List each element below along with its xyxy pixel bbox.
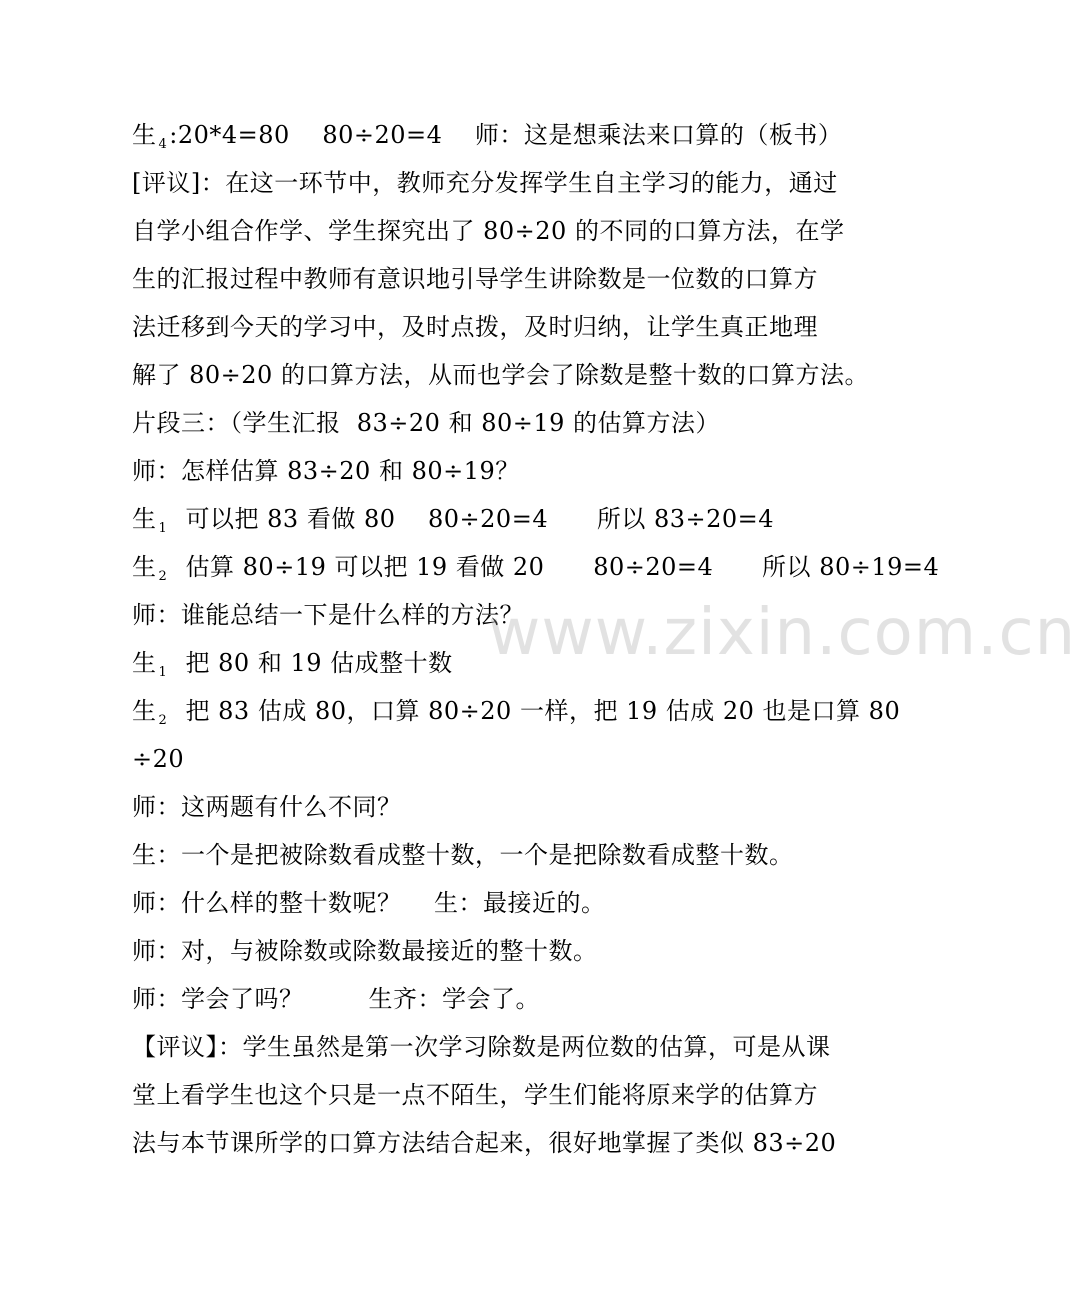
dialogue-line-teacher: 师：这两题有什么不同？ xyxy=(132,793,402,821)
commentary-line: 自学小组合作学、学生探究出了 80÷20 的不同的口算方法，在学 xyxy=(132,217,845,245)
dialogue-line-student: 生：一个是把被除数看成整十数，一个是把除数看成整十数。 xyxy=(132,841,794,869)
dialogue-line-student1 xyxy=(132,495,774,543)
speaker-subscript: 4 xyxy=(158,137,168,152)
dialogue-line-teacher: 师：怎样估算 83÷20 和 80÷19？ xyxy=(132,457,520,485)
line-text: :20*4=80 80÷20=4 师：这是想乘法来口算的（板书） xyxy=(169,121,843,149)
dialogue-line-teacher: 师：对，与被除数或除数最接近的整十数。 xyxy=(132,937,598,965)
line-text: 估算 80÷19 可以把 19 看做 20 80÷20=4 所以 80÷19=4 xyxy=(169,553,940,581)
commentary-line: 法与本节课所学的口算方法结合起来，很好地掌握了类似 83÷20 xyxy=(132,1129,837,1157)
line-text: 把 80 和 19 估成整十数 xyxy=(169,649,453,677)
watermark-text: www.zixin.com.cn xyxy=(488,596,1076,670)
dialogue-line-student2 xyxy=(132,543,939,591)
dialogue-line-continuation: ÷20 xyxy=(132,745,185,773)
speaker-label: 生 xyxy=(132,649,157,677)
dialogue-line-student1 xyxy=(132,639,453,687)
dialogue-line-teacher: 师：谁能总结一下是什么样的方法？ xyxy=(132,601,524,629)
commentary-line: [评议]：在这一环节中，教师充分发挥学生自主学习的能力，通过 xyxy=(132,169,838,197)
line-text: 可以把 83 看做 80 80÷20=4 所以 83÷20=4 xyxy=(169,505,775,533)
dialogue-line-student4 xyxy=(132,111,842,159)
commentary-line: 法迁移到今天的学习中，及时点拨，及时归纳，让学生真正地理 xyxy=(132,313,818,341)
dialogue-line-teacher: 师：学会了吗？ 生齐：学会了。 xyxy=(132,985,541,1013)
speaker-subscript: 2 xyxy=(158,713,168,728)
commentary-line: 堂上看学生也这个只是一点不陌生，学生们能将原来学的估算方 xyxy=(132,1081,818,1109)
commentary-line: 【评议】：学生虽然是第一次学习除数是两位数的估算，可是从课 xyxy=(132,1033,831,1061)
commentary-line: 生的汇报过程中教师有意识地引导学生讲除数是一位数的口算方 xyxy=(132,265,818,293)
dialogue-line-student2 xyxy=(132,687,900,735)
speaker-subscript: 2 xyxy=(158,569,168,584)
speaker-subscript: 1 xyxy=(158,665,168,680)
speaker-label: 生 xyxy=(132,505,157,533)
dialogue-line-teacher: 师：什么样的整十数呢？ 生：最接近的。 xyxy=(132,889,606,917)
speaker-subscript: 1 xyxy=(158,521,168,536)
speaker-label: 生 xyxy=(132,697,157,725)
commentary-line: 解了 80÷20 的口算方法，从而也学会了除数是整十数的口算方法。 xyxy=(132,361,869,389)
speaker-label: 生 xyxy=(132,121,157,149)
line-text: 把 83 估成 80，口算 80÷20 一样，把 19 估成 20 也是口算 80 xyxy=(169,697,901,725)
speaker-label: 生 xyxy=(132,553,157,581)
section-heading: 片段三：（学生汇报 83÷20 和 80÷19 的估算方法） xyxy=(132,409,721,437)
